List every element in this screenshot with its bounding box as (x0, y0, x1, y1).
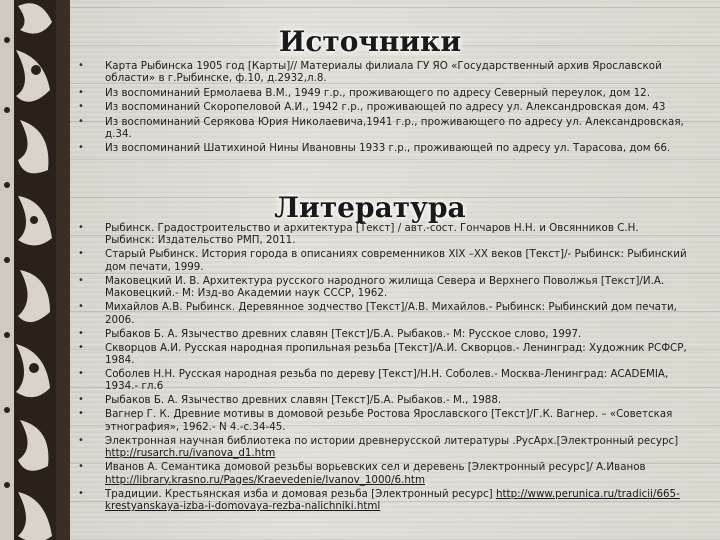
item-text: Рыбинск. Градостроительство и архитектура [Текст] / авт.-сост. Гончаров Н.Н. и Овсянников С.Н. Рыбинск: Издательство РМП, 2011. (105, 222, 639, 247)
library-link[interactable]: http://library.krasno.ru/Pages/Kraevedenie/Ivanov_1000/6.htm (105, 473, 425, 486)
literature-list (78, 222, 690, 514)
list-item (78, 342, 690, 367)
list-item (78, 275, 690, 300)
list-item (78, 488, 690, 513)
list-item (78, 222, 690, 247)
list-item (78, 328, 690, 340)
item-text: Электронная научная библиотека по истории древнерусской литературы .РусАрх.[Электронный ресурс] (105, 434, 679, 447)
item-text: Михайлов А.В. Рыбинск. Деревянное зодчество [Текст]/А.В. Михайлов.- Рыбинск: Рыбинский дом печати, 2006. (105, 301, 677, 326)
item-text: Старый Рыбинск. История города в описаниях современников XIX –XX веков [Текст]/- Рыбинск: Рыбинский дом печати, 1999. (105, 248, 687, 273)
item-text: Рыбаков Б. А. Язычество древних славян [Текст]/Б.А. Рыбаков.- М: Русское слово, 1997. (105, 327, 582, 340)
list-item: • Из воспоминаний Ермолаева В.М., 1949 г.р., проживающего по адресу Северный переулок, дом 12. (78, 87, 690, 99)
item-text: Традиции. Крестьянская изба и домовая резьба [Электронный ресурс] (105, 487, 496, 500)
list-item: • Из воспоминаний Шатихиной Нины Ивановны 1933 г.р., проживающей по адресу ул. Тарасова, дом 66. (78, 142, 690, 154)
item-text: Соболев Н.Н. Русская народная резьба по дереву [Текст]/Н.Н. Соболев.- Москва-Ленинград: ACADEMIA, 1934.- гл.6 (105, 368, 669, 393)
list-item: • Карта Рыбинска 1905 год [Карты]// Материалы филиала ГУ ЯО «Государственный архив Ярославской области» в г.Рыбинске, ф.10, д.2932,л.8. (78, 60, 690, 85)
list-item (78, 301, 690, 326)
library-link[interactable]: http://rusarch.ru/ivanova_d1.htm (105, 447, 276, 460)
item-text: Иванов А. Семантика домовой резьбы ворьевских сел и деревень [Электронный ресурс]/ А.Иванов (105, 461, 646, 474)
list-item: • Из воспоминаний Скоропеловой А.И., 1942 г.р., проживающей по адресу ул. Александровская дом. 43 (78, 101, 690, 113)
list-item: • Из воспоминаний Серякова Юрия Николаевича,1941 г.р., проживающего по адресу ул. Александровская, д.34. (78, 116, 690, 141)
list-item (78, 368, 690, 393)
list-item (78, 435, 690, 460)
list-item (78, 461, 690, 486)
literature-title: Литература (274, 191, 466, 224)
item-text: Маковецкий И. В. Архитектура русского народного жилища Севера и Верхнего Поволжья [Текст]/И.А. Маковецкий.- М: Изд-во Академии наук СССР, 1962. (105, 274, 665, 300)
item-text: Рыбаков Б. А. Язычество древних славян [Текст]/Б.А. Рыбаков.- М., 1988. (105, 394, 502, 407)
library-link[interactable]: http://www.perunica.ru/tradicii/665-krestyanskaya-izba-i-domovaya-rezba-nalichniki.html (105, 487, 680, 513)
sources-title: Источники (278, 25, 462, 58)
sources-list (78, 60, 690, 157)
list-item (78, 394, 690, 406)
item-text: Вагнер Г. К. Древние мотивы в домовой резьбе Ростова Ярославского [Текст]/Г.К. Вагнер. – «Советская этнография», 1962.- N 4.-с.34-45. (105, 408, 673, 433)
list-item (78, 408, 690, 433)
list-item (78, 248, 690, 273)
item-text: Скворцов А.И. Русская народная пропильная резьба [Текст]/А.И. Скворцов.- Ленинград: Художник РСФСР, 1984. (105, 341, 687, 367)
